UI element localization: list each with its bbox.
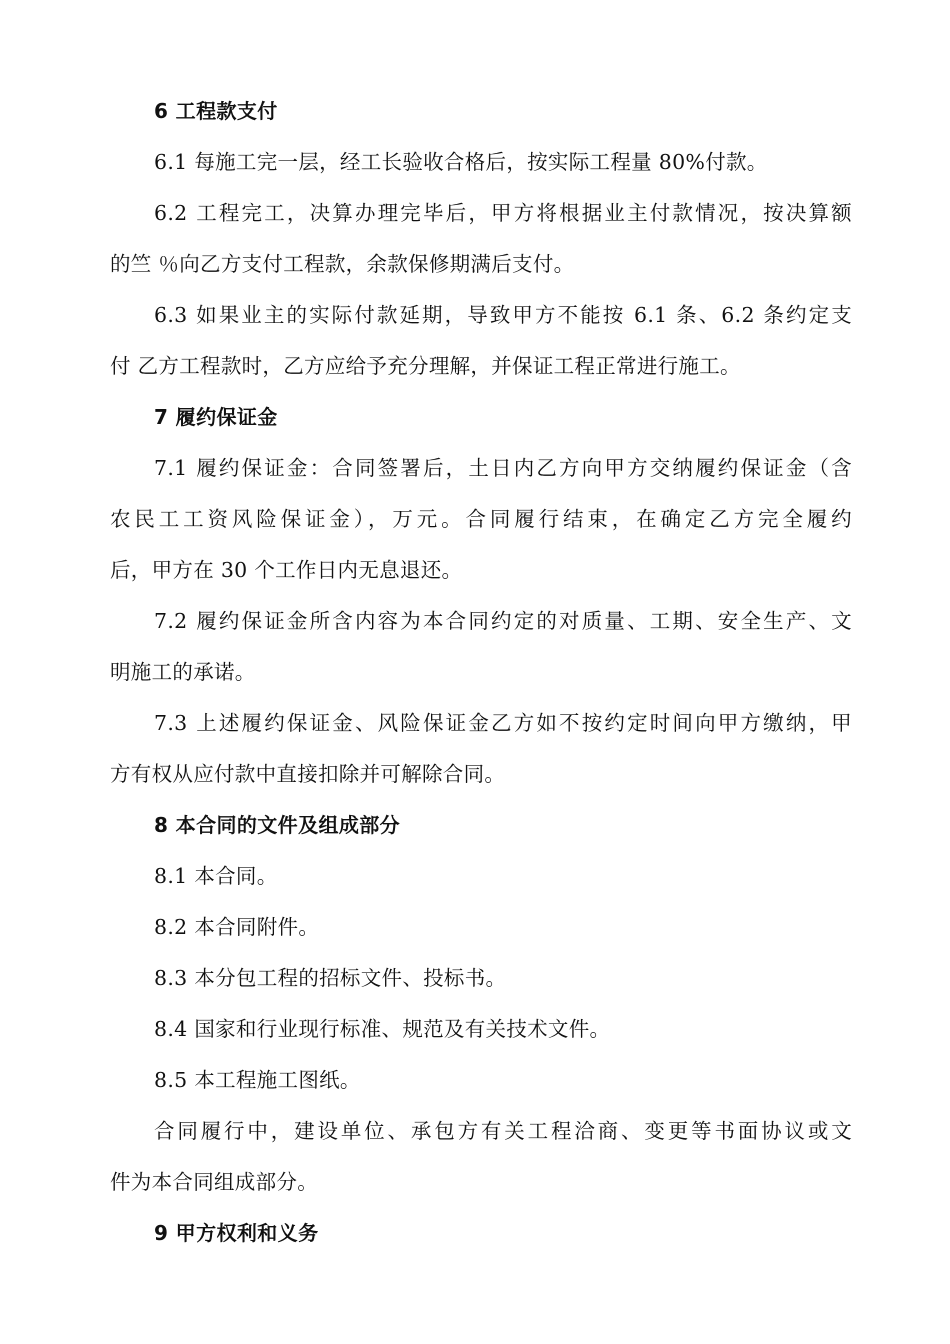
paragraph-line: 8.5 本工程施工图纸。 xyxy=(154,1068,361,1092)
paragraph-line: 后，甲方在 30 个工作日内无息退还。 xyxy=(110,558,463,582)
paragraph xyxy=(110,596,852,698)
paragraph xyxy=(110,1106,852,1208)
paragraph xyxy=(110,137,852,188)
paragraph-line: 6.2 工程完工，决算办理完毕后，甲方将根据业主付款情况，按决算额 xyxy=(154,201,852,225)
paragraph xyxy=(110,443,852,596)
paragraph-line: 方有权从应付款中直接扣除并可解除合同。 xyxy=(110,762,506,786)
document-body xyxy=(110,86,852,1259)
paragraph-line: 6.3 如果业主的实际付款延期，导致甲方不能按 6.1 条、6.2 条约定支 xyxy=(154,303,852,327)
paragraph xyxy=(110,902,852,953)
paragraph xyxy=(110,953,852,1004)
paragraph xyxy=(110,851,852,902)
paragraph-line: 8.1 本合同。 xyxy=(154,864,278,888)
paragraph-line: 农民工工资风险保证金），万元。合同履行结束，在确定乙方完全履约 xyxy=(110,507,852,531)
paragraph-line: 的竺 ％向乙方支付工程款，余款保修期满后支付。 xyxy=(110,252,575,276)
paragraph xyxy=(110,290,852,392)
paragraph xyxy=(110,188,852,290)
paragraph-line: 明施工的承诺。 xyxy=(110,660,256,684)
paragraph-line: 7.3 上述履约保证金、风险保证金乙方如不按约定时间向甲方缴纳，甲 xyxy=(154,711,852,735)
paragraph xyxy=(110,1055,852,1106)
section-heading: 7 履约保证金 xyxy=(154,405,278,429)
section-heading: 8 本合同的文件及组成部分 xyxy=(154,813,401,837)
paragraph-line: 8.4 国家和行业现行标准、规范及有关技术文件。 xyxy=(154,1017,611,1041)
paragraph-line: 付 乙方工程款时，乙方应给予充分理解，并保证工程正常进行施工。 xyxy=(110,354,741,378)
paragraph-line: 件为本合同组成部分。 xyxy=(110,1170,318,1194)
paragraph-line: 8.3 本分包工程的招标文件、投标书。 xyxy=(154,966,507,990)
paragraph-line: 7.2 履约保证金所含内容为本合同约定的对质量、工期、安全生产、文 xyxy=(154,609,852,633)
paragraph xyxy=(110,1004,852,1055)
section-heading: 9 甲方权利和义务 xyxy=(154,1221,319,1245)
paragraph xyxy=(110,698,852,800)
paragraph-line: 8.2 本合同附件。 xyxy=(154,915,320,939)
section-heading: 6 工程款支付 xyxy=(154,99,278,123)
paragraph-line: 合同履行中，建设单位、承包方有关工程洽商、变更等书面协议或文 xyxy=(154,1119,852,1143)
paragraph-line: 6.1 每施工完一层，经工长验收合格后，按实际工程量 80%付款。 xyxy=(154,150,768,174)
paragraph-line: 7.1 履约保证金：合同签署后，土日内乙方向甲方交纳履约保证金（含 xyxy=(154,456,852,480)
